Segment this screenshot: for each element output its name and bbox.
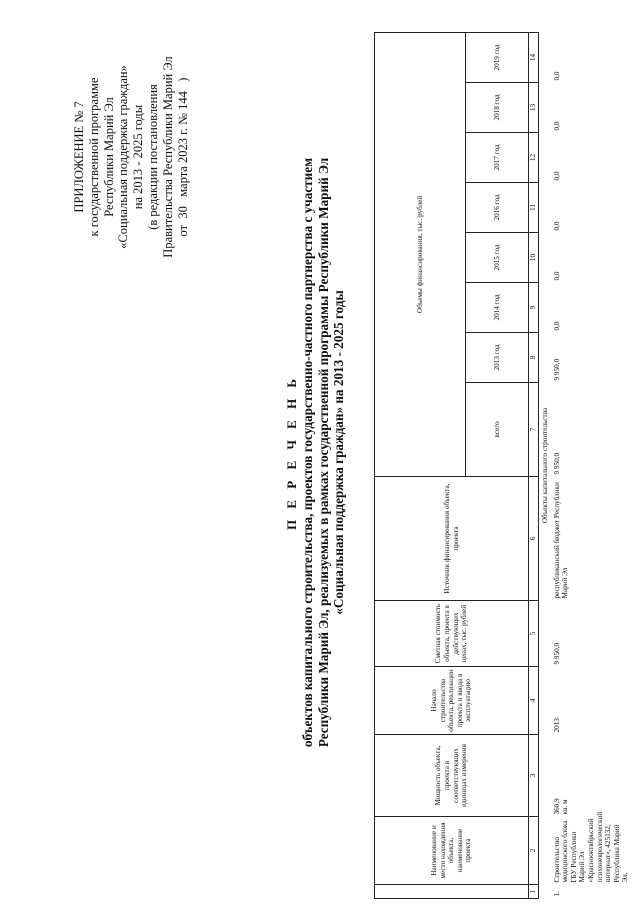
column-number: 9 <box>529 283 539 333</box>
appendix-line: «Социальная поддержка граждан» <box>116 65 131 249</box>
object-name: Строительство медицинского блока ГБУ Республики Марий Эл «Краснооктябрьский психоневрологический интернат», 425132, Республика Марий Эл, <box>552 811 630 883</box>
column-number: 8 <box>529 333 539 383</box>
object-cost: 9 950,0 <box>552 642 561 665</box>
appendix-line: ПРИЛОЖЕНИЕ № 7 <box>72 101 86 213</box>
funding-total: 9 950,0 <box>552 452 561 475</box>
appendix-line: к государственной программе <box>86 77 101 237</box>
header-cell-number <box>375 885 529 899</box>
column-number: 11 <box>529 183 539 233</box>
header-cell-start: Начало строительства объекта, реализации проекта и ввода в эксплуатацию <box>375 667 529 735</box>
header-cell-year: 2017 год <box>466 133 529 183</box>
funding-year: 0,0 <box>552 121 561 131</box>
column-number: 6 <box>529 477 539 601</box>
header-cell-cost: Сметная стоимость объекта, проекта в действующих ценах, тыс. рублей <box>375 601 529 667</box>
funding-year: 0,0 <box>552 71 561 81</box>
capacity-unit: кв. м <box>561 799 570 815</box>
title-line: объектов капитального строительства, проектов государственно-частного партнерства с участием <box>300 157 315 748</box>
column-number: 4 <box>529 667 539 735</box>
header-cell-source: Источник финансирования объекта, проекта <box>375 477 529 601</box>
column-number: 12 <box>529 133 539 183</box>
column-number: 7 <box>529 383 539 477</box>
section-title: Объекты капитального строительства <box>541 407 549 524</box>
funding-year: 0,0 <box>552 171 561 181</box>
row-number: 1. <box>552 891 561 897</box>
column-number-row <box>529 32 539 898</box>
section-row <box>539 32 552 898</box>
header-cell-capacity: Мощность объекта, проекта в соответствующих единицах измерения <box>375 735 529 817</box>
document-title <box>300 30 347 875</box>
column-number: 14 <box>529 32 539 82</box>
header-cell-year: 2014 год <box>466 283 529 333</box>
appendix-line: Правительства Республики Марий Эл <box>160 56 175 258</box>
column-number: 2 <box>529 817 539 885</box>
column-number: 1 <box>529 885 539 899</box>
appendix-line: Республики Марий Эл <box>101 97 116 217</box>
header-cell-year: 2018 год <box>466 83 529 133</box>
header-cell-name: Наименование и место нахождения объекта, наименование проекта <box>375 817 529 885</box>
column-number: 5 <box>529 601 539 667</box>
appendix-line: (в редакции постановления <box>145 84 160 230</box>
capacity-value: 360,9 <box>552 798 561 815</box>
column-number: 3 <box>529 735 539 817</box>
funding-year: 0,0 <box>552 221 561 231</box>
funding-year: 9 950,0 <box>552 358 561 381</box>
table-header-row <box>375 32 466 898</box>
funding-year: 0,0 <box>552 321 561 331</box>
appendix-date-line: от 30 марта 2023 г. № 144 ) <box>175 77 190 237</box>
object-capacity <box>552 735 639 817</box>
column-number: 10 <box>529 233 539 283</box>
header-cell-funding: Объемы финансирования, тыс. рублей <box>375 32 466 476</box>
funding-year: 0,0 <box>552 271 561 281</box>
header-cell-year: 2019 год <box>466 32 529 82</box>
title-line: «Социальная поддержка граждан» на 2013 - 2025 годы <box>331 290 347 615</box>
header-cell-year: 2016 год <box>466 183 529 233</box>
title-line: Республики Марий Эл, реализуемых в рамках государственной программы Республики Марий Эл <box>315 157 331 748</box>
funding-source: республиканский бюджет Республики Марий Эл <box>552 482 570 599</box>
header-cell-total: всего <box>466 383 529 477</box>
appendix-line: на 2013 - 2025 годы <box>131 104 146 210</box>
header-cell-year: 2013 год <box>466 333 529 383</box>
object-start-year: 2013 <box>552 718 561 733</box>
document-heading: П Е Р Е Ч Е Н Ь <box>284 374 299 531</box>
column-number: 13 <box>529 83 539 133</box>
table-row <box>552 32 639 898</box>
appendix-header <box>72 27 190 287</box>
objects-table <box>374 32 639 899</box>
header-cell-year: 2015 год <box>466 233 529 283</box>
